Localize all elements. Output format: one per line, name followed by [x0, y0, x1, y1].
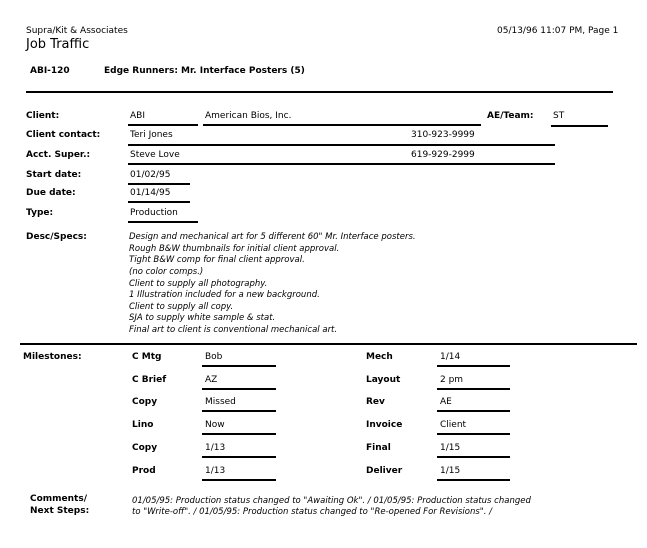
milestone-name: Mech [366, 352, 393, 362]
milestone-underline [437, 410, 510, 412]
due-date-value: 01/14/95 [130, 188, 171, 198]
client-code-underline [128, 124, 198, 126]
report-timestamp: 05/13/96 11:07 PM, Page 1 [497, 26, 619, 36]
milestones-divider [20, 343, 637, 345]
milestone-name: C Brief [132, 375, 167, 385]
milestone-underline [437, 456, 510, 458]
due-date-underline [128, 201, 190, 203]
milestone-value: 2 pm [440, 375, 464, 385]
milestone-value: 1/14 [440, 352, 461, 362]
milestone-underline [202, 365, 276, 367]
milestone-underline [202, 433, 276, 435]
report-title: Job Traffic [26, 37, 90, 52]
start-date-label: Start date: [26, 170, 82, 180]
start-date-underline [128, 183, 190, 185]
client-label: Client: [26, 111, 60, 121]
job-name: Edge Runners: Mr. Interface Posters (5) [104, 66, 305, 76]
milestone-underline [202, 388, 276, 390]
acct-super-phone: 619-929-2999 [411, 150, 475, 160]
ae-team-underline [551, 125, 608, 127]
comments-text-line: 01/05/95: Production status changed to "Awaiting Ok". / 01/05/95: Production status changed [132, 496, 531, 506]
client-name-underline [203, 124, 481, 126]
job-number: ABI-120 [30, 66, 70, 76]
acct-super-label: Acct. Super.: [26, 150, 91, 160]
milestone-value: Client [440, 420, 467, 430]
desc-line: Design and mechanical art for 5 different 60" Mr. Interface posters. [129, 232, 416, 242]
comments-label: Comments/ [30, 494, 88, 504]
milestone-underline [437, 365, 510, 367]
header-divider [26, 91, 613, 93]
desc-line: Client to supply all photography. [129, 279, 268, 289]
milestone-underline [202, 479, 276, 481]
client-contact-name: Teri Jones [130, 130, 173, 140]
milestone-name: Layout [366, 375, 401, 385]
milestone-name: Final [366, 443, 391, 453]
client-contact-label: Client contact: [26, 130, 101, 140]
milestone-value: Bob [205, 352, 223, 362]
milestone-underline [437, 479, 510, 481]
desc-line: Final art to client is conventional mechanical art. [129, 325, 338, 335]
desc-line: 1 Illustration included for a new background. [129, 290, 320, 300]
milestone-name: Lino [132, 420, 154, 430]
client-contact-underline [128, 144, 555, 146]
milestone-underline [437, 388, 510, 390]
milestones-label: Milestones: [23, 352, 82, 362]
desc-line: SJA to supply white sample & stat. [129, 313, 276, 323]
milestone-name: Invoice [366, 420, 403, 430]
milestone-name: Prod [132, 466, 156, 476]
comments-text-line: to "Write-off". / 01/05/95: Production status changed to "Re-opened For Revisions". / [132, 507, 492, 517]
milestone-value: Missed [205, 397, 236, 407]
milestone-name: Rev [366, 397, 385, 407]
milestone-value: AE [440, 397, 452, 407]
milestone-value: 1/15 [440, 443, 461, 453]
desc-line: Rough B&W thumbnails for initial client approval. [129, 244, 340, 254]
desc-line: Tight B&W comp for final client approval. [129, 255, 305, 265]
milestone-underline [202, 410, 276, 412]
milestone-value: AZ [205, 375, 218, 385]
milestone-underline [437, 433, 510, 435]
due-date-label: Due date: [26, 188, 76, 198]
desc-line: (no color comps.) [129, 267, 204, 277]
acct-super-name: Steve Love [130, 150, 180, 160]
next-steps-label: Next Steps: [30, 506, 90, 516]
ae-team-value: ST [553, 111, 565, 121]
desc-line: Client to supply all copy. [129, 302, 234, 312]
milestone-name: C Mtg [132, 352, 162, 362]
company-name: Supra/Kit & Associates [26, 26, 128, 36]
desc-specs-label: Desc/Specs: [26, 232, 87, 242]
milestone-name: Copy [132, 397, 158, 407]
milestone-value: 1/13 [205, 466, 226, 476]
milestone-value: 1/13 [205, 443, 226, 453]
milestone-underline [202, 456, 276, 458]
client-contact-phone: 310-923-9999 [411, 130, 475, 140]
type-underline [128, 221, 198, 223]
ae-team-label: AE/Team: [487, 111, 534, 121]
milestone-value: Now [205, 420, 225, 430]
type-value: Production [130, 208, 178, 218]
milestone-name: Deliver [366, 466, 403, 476]
milestone-value: 1/15 [440, 466, 461, 476]
client-name: American Bios, Inc. [205, 111, 292, 121]
client-code: ABI [130, 111, 145, 121]
acct-super-underline [128, 163, 555, 165]
start-date-value: 01/02/95 [130, 170, 171, 180]
type-label: Type: [26, 208, 54, 218]
milestone-name: Copy [132, 443, 158, 453]
